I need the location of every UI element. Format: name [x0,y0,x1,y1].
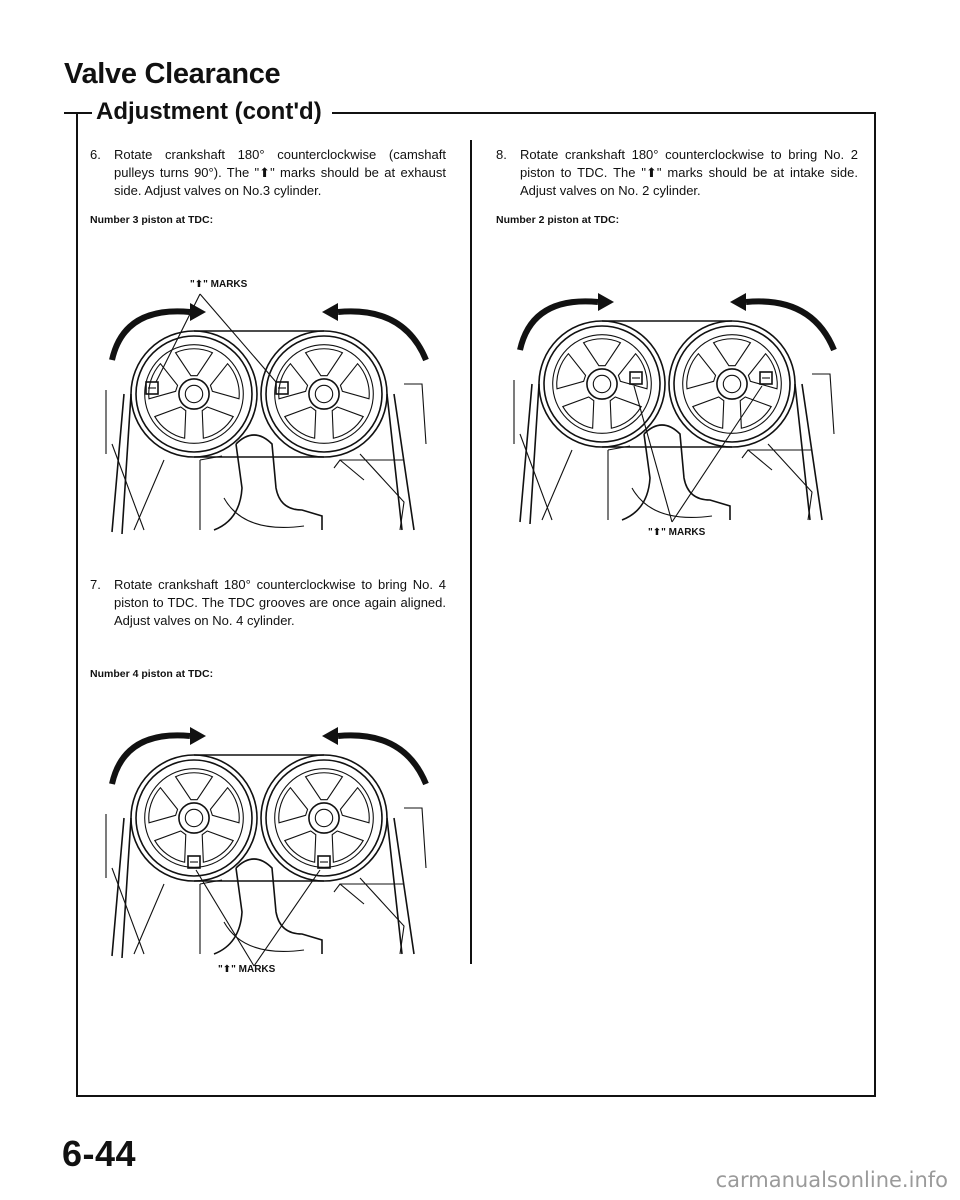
rotation-arrow [112,311,190,360]
camshaft-pulley [266,760,382,876]
step-7 [90,576,446,632]
rotation-arrow [520,301,598,350]
step-8-caption: Number 2 piston at TDC: [496,214,620,226]
frame-tick [64,112,78,114]
pulley-hub [179,379,209,409]
pulley-window [687,354,716,389]
leader-line [634,386,672,522]
pulley-hub [309,379,339,409]
pulley-hub [587,369,617,399]
pulley-window [714,339,751,366]
step-6-text: Rotate crankshaft 180° counterclockwise (camshaft pulleys turns 90°). The "⬆" marks should be at exhaust side. Adjust valves on No.3 cylinder. [114,147,446,198]
step-6-caption: Number 3 piston at TDC: [90,214,214,226]
pulley-window [202,831,233,862]
pulley-window [176,773,213,800]
step-8-number: 8. [496,147,507,162]
pulley-window [693,397,724,428]
page-number: 6-44 [62,1133,137,1174]
pulley-window [557,354,586,389]
pulley-window [155,407,186,438]
timing-belt-diagram-no3 [104,294,434,544]
pulley-window [306,349,343,376]
timing-belt [112,818,131,958]
timing-belt-diagram-no4 [104,718,434,968]
pulley-window [610,397,641,428]
pulley-hub [309,803,339,833]
watermark: carmanualsonline.info [715,1168,948,1192]
pulley-window [584,339,621,366]
step-7-number: 7. [90,577,101,592]
timing-belt [112,394,131,534]
timing-belt [795,384,822,520]
step-6 [90,146,446,202]
pulley-window [340,364,369,399]
pulley-window [279,788,308,823]
pulley-hub [179,803,209,833]
step-7-marks-label: "⬆" MARKS [218,964,276,975]
pulley-window [285,831,316,862]
pulley-hub [717,369,747,399]
timing-belt-diagram-no2 [512,284,842,534]
camshaft-pulley [136,760,252,876]
section-subtitle: Adjustment (cont'd) [92,98,332,126]
step-8-text: Rotate crankshaft 180° counterclockwise to bring No. 2 piston to TDC. The "⬆" marks should be at intake side. Adjust valves on No. 2 cylinder. [520,147,858,198]
pulley-window [285,407,316,438]
column-divider [470,140,472,964]
step-7-text: Rotate crankshaft 180° counterclockwise to bring No. 4 piston to TDC. The TDC grooves are once again aligned. Adjust valves on No. 4 cylinder. [114,577,446,628]
pulley-window [563,397,594,428]
pulley-window [155,831,186,862]
pulley-window [340,788,369,823]
step-6-marks-label: "⬆" MARKS [190,279,248,290]
leader-line [196,870,254,966]
timing-belt [520,384,539,524]
step-7-caption: Number 4 piston at TDC: [90,668,214,680]
timing-belt [387,394,414,530]
pulley-window [332,407,363,438]
page-title: Valve Clearance [64,58,281,90]
step-6-number: 6. [90,147,101,162]
pulley-window [149,788,178,823]
pulley-window [306,773,343,800]
step-8 [496,146,858,202]
pulley-window [210,364,239,399]
step-8-marks-label: "⬆" MARKS [648,527,706,538]
belt-loop [669,321,795,447]
rotation-arrow [112,735,190,784]
timing-belt [387,818,414,954]
pulley-window [202,407,233,438]
leader-line [156,294,200,382]
pulley-window [210,788,239,823]
pulley-window [176,349,213,376]
pulley-window [332,831,363,862]
